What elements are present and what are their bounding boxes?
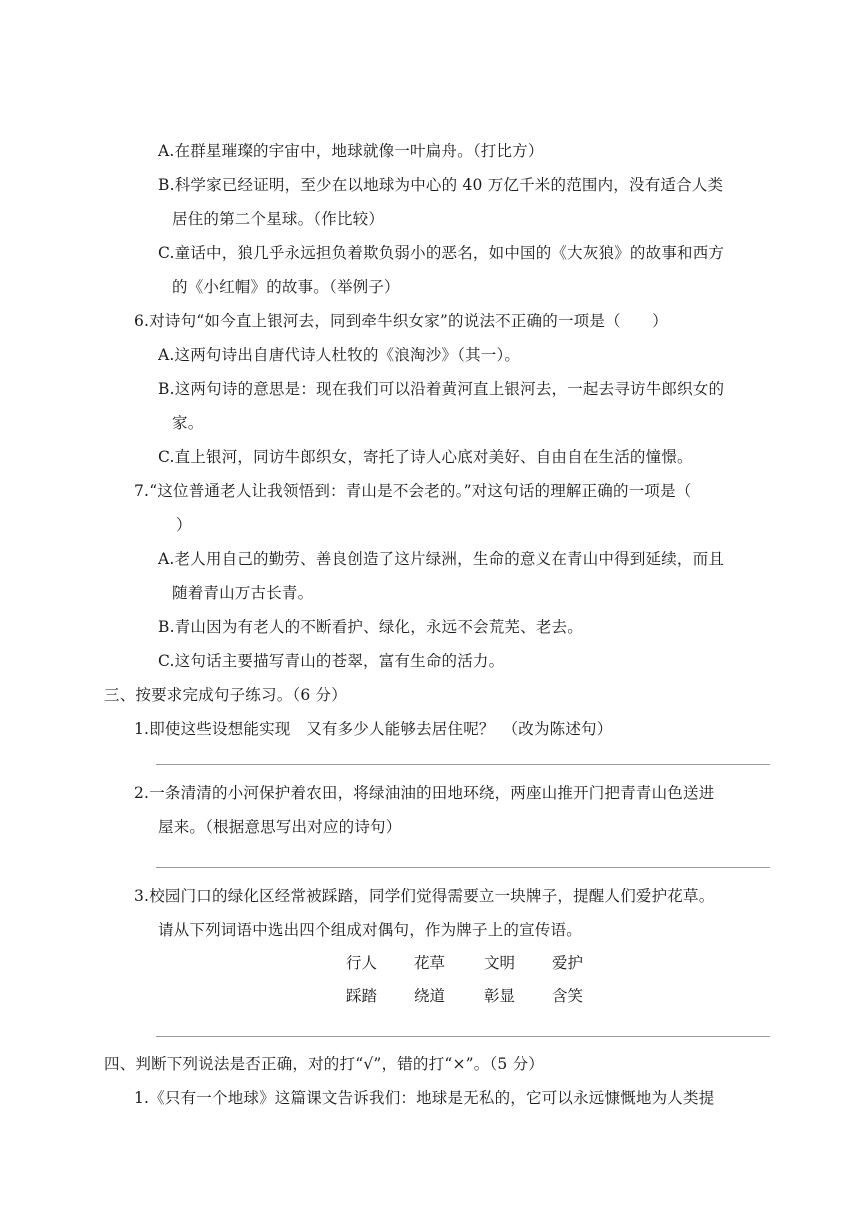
word-item: 踩踏 bbox=[346, 987, 378, 1005]
answer-line-2 bbox=[156, 867, 770, 868]
answer-line-3 bbox=[156, 1036, 770, 1037]
word-item: 花草 bbox=[414, 954, 446, 972]
word-item: 绕道 bbox=[414, 987, 446, 1005]
s3-question-2-line1: 2.一条清清的小河保护着农田，将绿油油的田地环绕，两座山推开门把青青山色送进 bbox=[134, 784, 715, 802]
s3-question-1: 1.即使这些设想能实现 又有多少人能够去居住呢？ （改为陈述句） bbox=[134, 720, 613, 738]
q6-option-b-line2: 家。 bbox=[172, 414, 204, 432]
q5-option-c-line1: C.童话中，狼几乎永远担负着欺负弱小的恶名，如中国的《大灰狼》的故事和西方 bbox=[158, 244, 725, 262]
answer-line-1 bbox=[156, 764, 770, 765]
question-6: 6.对诗句“如今直上银河去，同到牵牛织女家”的说法不正确的一项是（ ） bbox=[134, 312, 668, 330]
s3-question-2-line2: 屋来。（根据意思写出对应的诗句） bbox=[158, 818, 402, 836]
q5-option-b-line2: 居住的第二个星球。（作比较） bbox=[172, 210, 385, 228]
word-item: 文明 bbox=[484, 954, 516, 972]
q5-option-a: A.在群星璀璨的宇宙中，地球就像一叶扁舟。（打比方） bbox=[158, 142, 544, 160]
q7-option-b: B.青山因为有老人的不断看护、绿化，永远不会荒芜、老去。 bbox=[158, 618, 583, 636]
question-7-line1: 7.“这位普通老人让我领悟到：青山是不会老的。”对这句话的理解正确的一项是（ bbox=[134, 482, 692, 500]
word-item: 行人 bbox=[346, 954, 378, 972]
word-item: 爱护 bbox=[552, 954, 584, 972]
word-item: 彰显 bbox=[484, 987, 516, 1005]
section-3-heading: 三、按要求完成句子练习。（6 分） bbox=[104, 686, 347, 704]
q7-option-a-line2: 随着青山万古长青。 bbox=[172, 584, 314, 602]
q6-option-b-line1: B.这两句诗的意思是：现在我们可以沿着黄河直上银河去，一起去寻访牛郎织女的 bbox=[158, 380, 725, 398]
s3-question-3-line2: 请从下列词语中选出四个组成对偶句，作为牌子上的宣传语。 bbox=[158, 921, 582, 939]
q7-option-a-line1: A.老人用自己的勤劳、善良创造了这片绿洲，生命的意义在青山中得到延续，而且 bbox=[158, 550, 725, 568]
q6-option-a: A.这两句诗出自唐代诗人杜牧的《浪淘沙》（其一）。 bbox=[158, 346, 521, 364]
question-7-line2: ） bbox=[176, 516, 192, 534]
q5-option-b-line1: B.科学家已经证明，至少在以地球为中心的 40 万亿千米的范围内，没有适合人类 bbox=[158, 176, 724, 194]
q7-option-c: C.这句话主要描写青山的苍翠，富有生命的活力。 bbox=[158, 652, 505, 670]
section-4-heading: 四、判断下列说法是否正确，对的打“√”，错的打“×”。（5 分） bbox=[104, 1055, 545, 1073]
q5-option-c-line2: 的《小红帽》的故事。（举例子） bbox=[172, 278, 400, 296]
s4-statement-1: 1.《只有一个地球》这篇课文告诉我们：地球是无私的，它可以永远慷慨地为人类提 bbox=[134, 1089, 715, 1107]
s3-question-3-line1: 3.校园门口的绿化区经常被踩踏，同学们觉得需要立一块牌子，提醒人们爱护花草。 bbox=[134, 887, 715, 905]
q6-option-c: C.直上银河，同访牛郎织女，寄托了诗人心底对美好、自由自在生活的憧憬。 bbox=[158, 448, 693, 466]
word-item: 含笑 bbox=[552, 987, 584, 1005]
